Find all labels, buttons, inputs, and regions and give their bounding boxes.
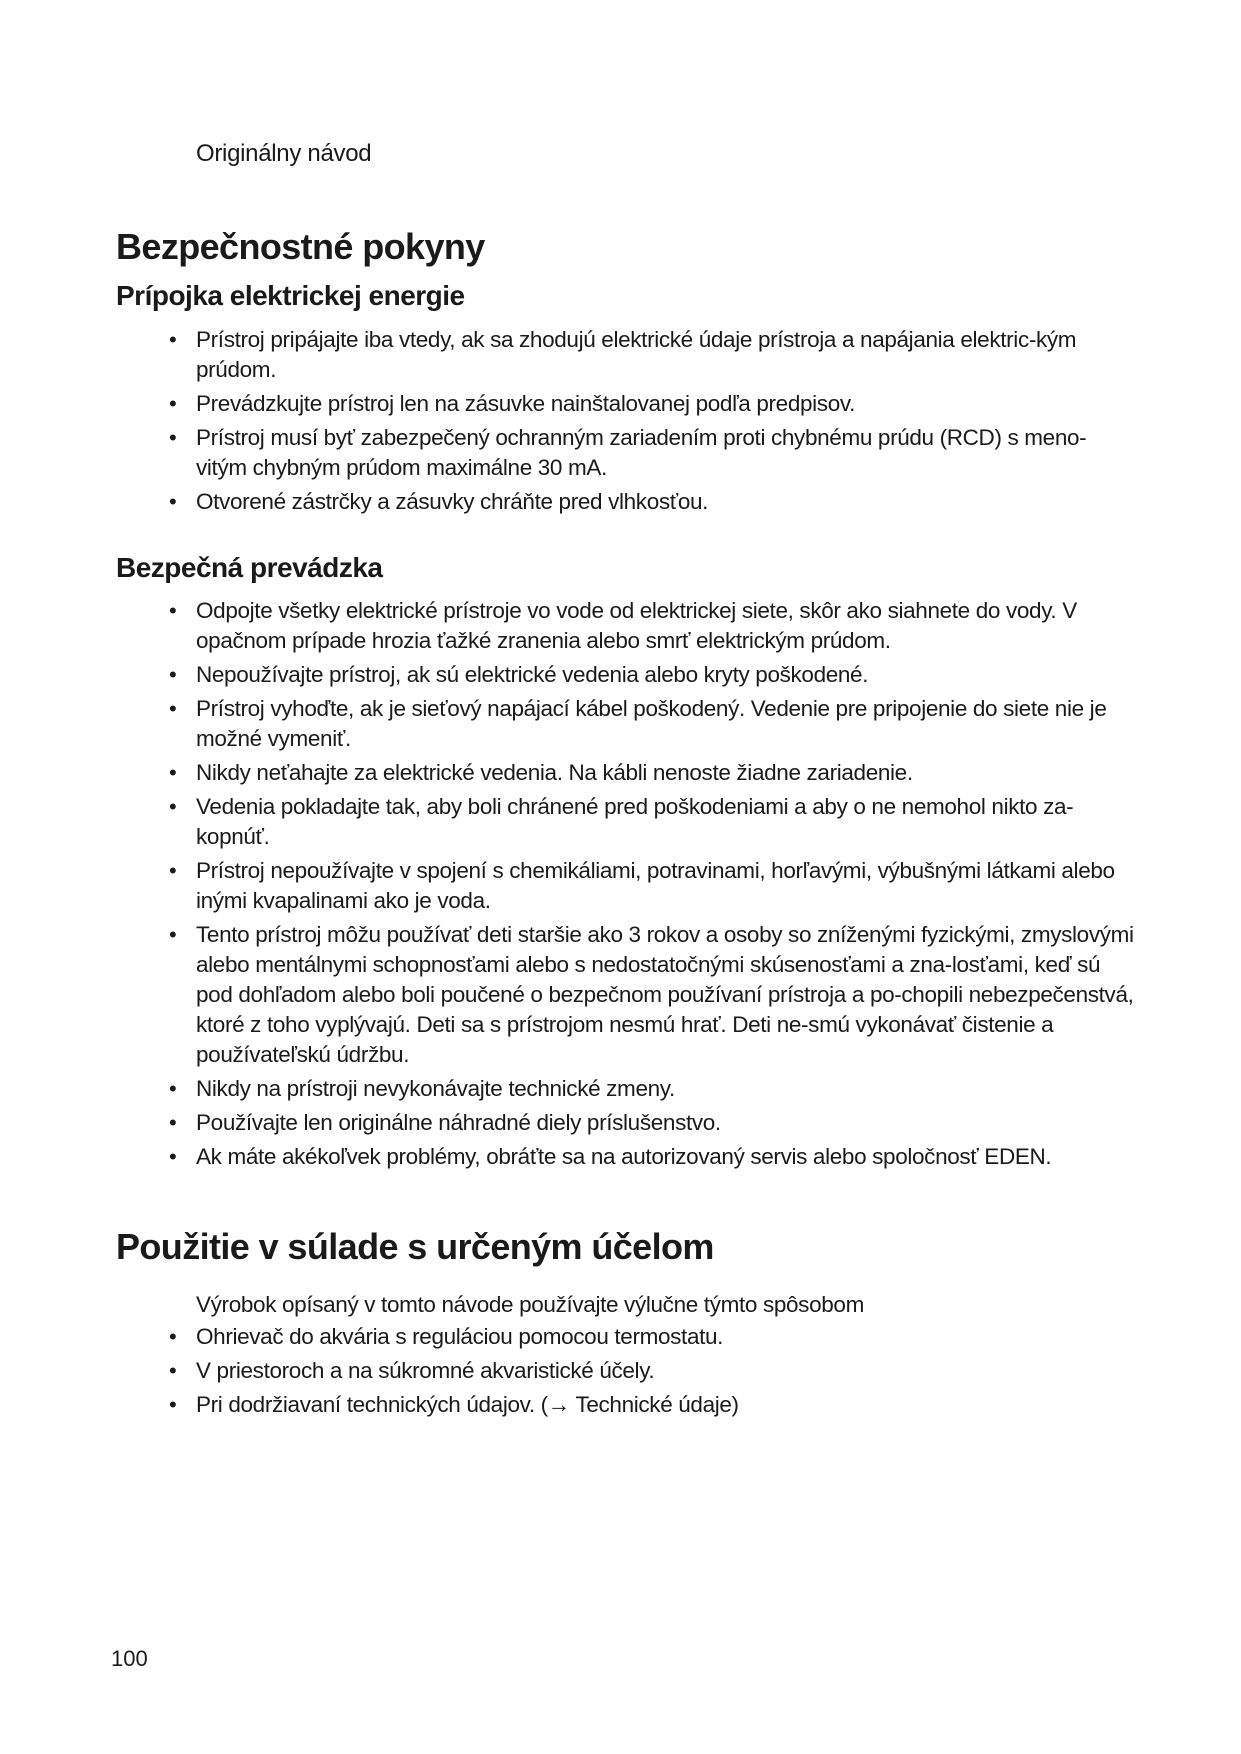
list-item: • Nepoužívajte prístroj, ak sú elektrické vedenia alebo kryty poškodené. <box>196 660 1136 690</box>
bullet-icon: • <box>169 391 177 416</box>
section-title-intended-use: Použitie v súlade s určeným účelom <box>116 1226 714 1267</box>
bullet-icon: • <box>169 425 177 450</box>
intended-use-list <box>169 1322 1136 1424</box>
bullet-icon: • <box>169 1110 177 1135</box>
list-item: • Otvorené zástrčky a zásuvky chráňte pred vlhkosťou. <box>196 487 1136 517</box>
list-item: • Nikdy na prístroji nevykonávajte technické zmeny. <box>196 1074 1136 1104</box>
bullet-icon: • <box>169 1144 177 1169</box>
bullet-icon: • <box>169 858 177 883</box>
bullet-icon: • <box>169 1324 177 1349</box>
list-item: • Prístroj pripájajte iba vtedy, ak sa zhodujú elektrické údaje prístroja a napájania elektric-kým prúdom. <box>169 327 1077 382</box>
list-item: • Prístroj vyhoďte, ak je sieťový napájací kábel poškodený. Vedenie pre pripojenie do siete nie je možné vymeniť. <box>169 696 1107 751</box>
bullet-icon: • <box>169 327 177 352</box>
subsection-title-electrical-connection: Prípojka elektrickej energie <box>116 280 465 311</box>
list-item: • Vedenia pokladajte tak, aby boli chránené pred poškodeniami a aby o ne nemohol nikto za-kopnúť. <box>169 794 1074 849</box>
page-number: 100 <box>111 1646 148 1671</box>
section-title-safety: Bezpečnostné pokyny <box>116 226 485 267</box>
bullet-icon: • <box>169 696 177 721</box>
subsection-title-safe-operation: Bezpečná prevádzka <box>116 552 383 583</box>
electrical-connection-list <box>169 325 1136 521</box>
safe-operation-list <box>169 596 1136 1176</box>
list-item: • Prístroj musí byť zabezpečený ochranným zariadením proti chybnému prúdu (RCD) s meno-vitým chybným prúdom maximálne 30 mA. <box>169 425 1087 480</box>
list-item: • V priestoroch a na súkromné akvaristické účely. <box>196 1356 1136 1386</box>
bullet-icon: • <box>169 1392 177 1417</box>
list-item: • Ohrievač do akvária s reguláciou pomocou termostatu. <box>196 1322 1136 1352</box>
bullet-icon: • <box>169 922 177 947</box>
list-item: • Používajte len originálne náhradné diely príslušenstvo. <box>196 1108 1136 1138</box>
bullet-icon: • <box>169 662 177 687</box>
intended-use-intro: Výrobok opísaný v tomto návode používajte výlučne týmto spôsobom <box>196 1292 864 1317</box>
bullet-icon: • <box>169 1076 177 1101</box>
list-item: • Odpojte všetky elektrické prístroje vo vode od elektrickej siete, skôr ako siahnete do vody. V opačnom prípade hrozia ťažké zranenia alebo smrť elektrickým prúdom. <box>169 598 1077 653</box>
bullet-icon: • <box>169 598 177 623</box>
bullet-icon: • <box>169 489 177 514</box>
list-item: • Nikdy neťahajte za elektrické vedenia. Na kábli nenoste žiadne zariadenie. <box>196 758 1136 788</box>
list-item: • Pri dodržiavaní technických údajov. (→ Technické údaje) <box>196 1390 1136 1420</box>
document-subtitle: Originálny návod <box>196 140 372 167</box>
list-item: • Ak máte akékoľvek problémy, obráťte sa na autorizovaný servis alebo spoločnosť EDEN. <box>196 1142 1136 1172</box>
bullet-icon: • <box>169 794 177 819</box>
list-item: • Prístroj nepoužívajte v spojení s chemikáliami, potravinami, horľavými, výbušnými látkami alebo inými kvapalinami ako je voda. <box>169 858 1115 913</box>
list-item: • Tento prístroj môžu používať deti staršie ako 3 rokov a osoby so zníženými fyzickými, zmyslovými alebo mentálnymi schopnosťami alebo s nedostatočnými skúsenosťami a zna-losťami, keď sú pod dohľadom alebo boli poučené o bezpečnom používaní prístroja a po-chopili nebezpečenstvá, ktoré z toho vyplývajú. Deti sa s prístrojom nesmú hrať. Deti ne-smú vykonávať čistenie a používateľskú údržbu. <box>169 922 1134 1067</box>
bullet-icon: • <box>169 1358 177 1383</box>
list-item: • Prevádzkujte prístroj len na zásuvke nainštalovanej podľa predpisov. <box>196 389 1136 419</box>
bullet-icon: • <box>169 760 177 785</box>
